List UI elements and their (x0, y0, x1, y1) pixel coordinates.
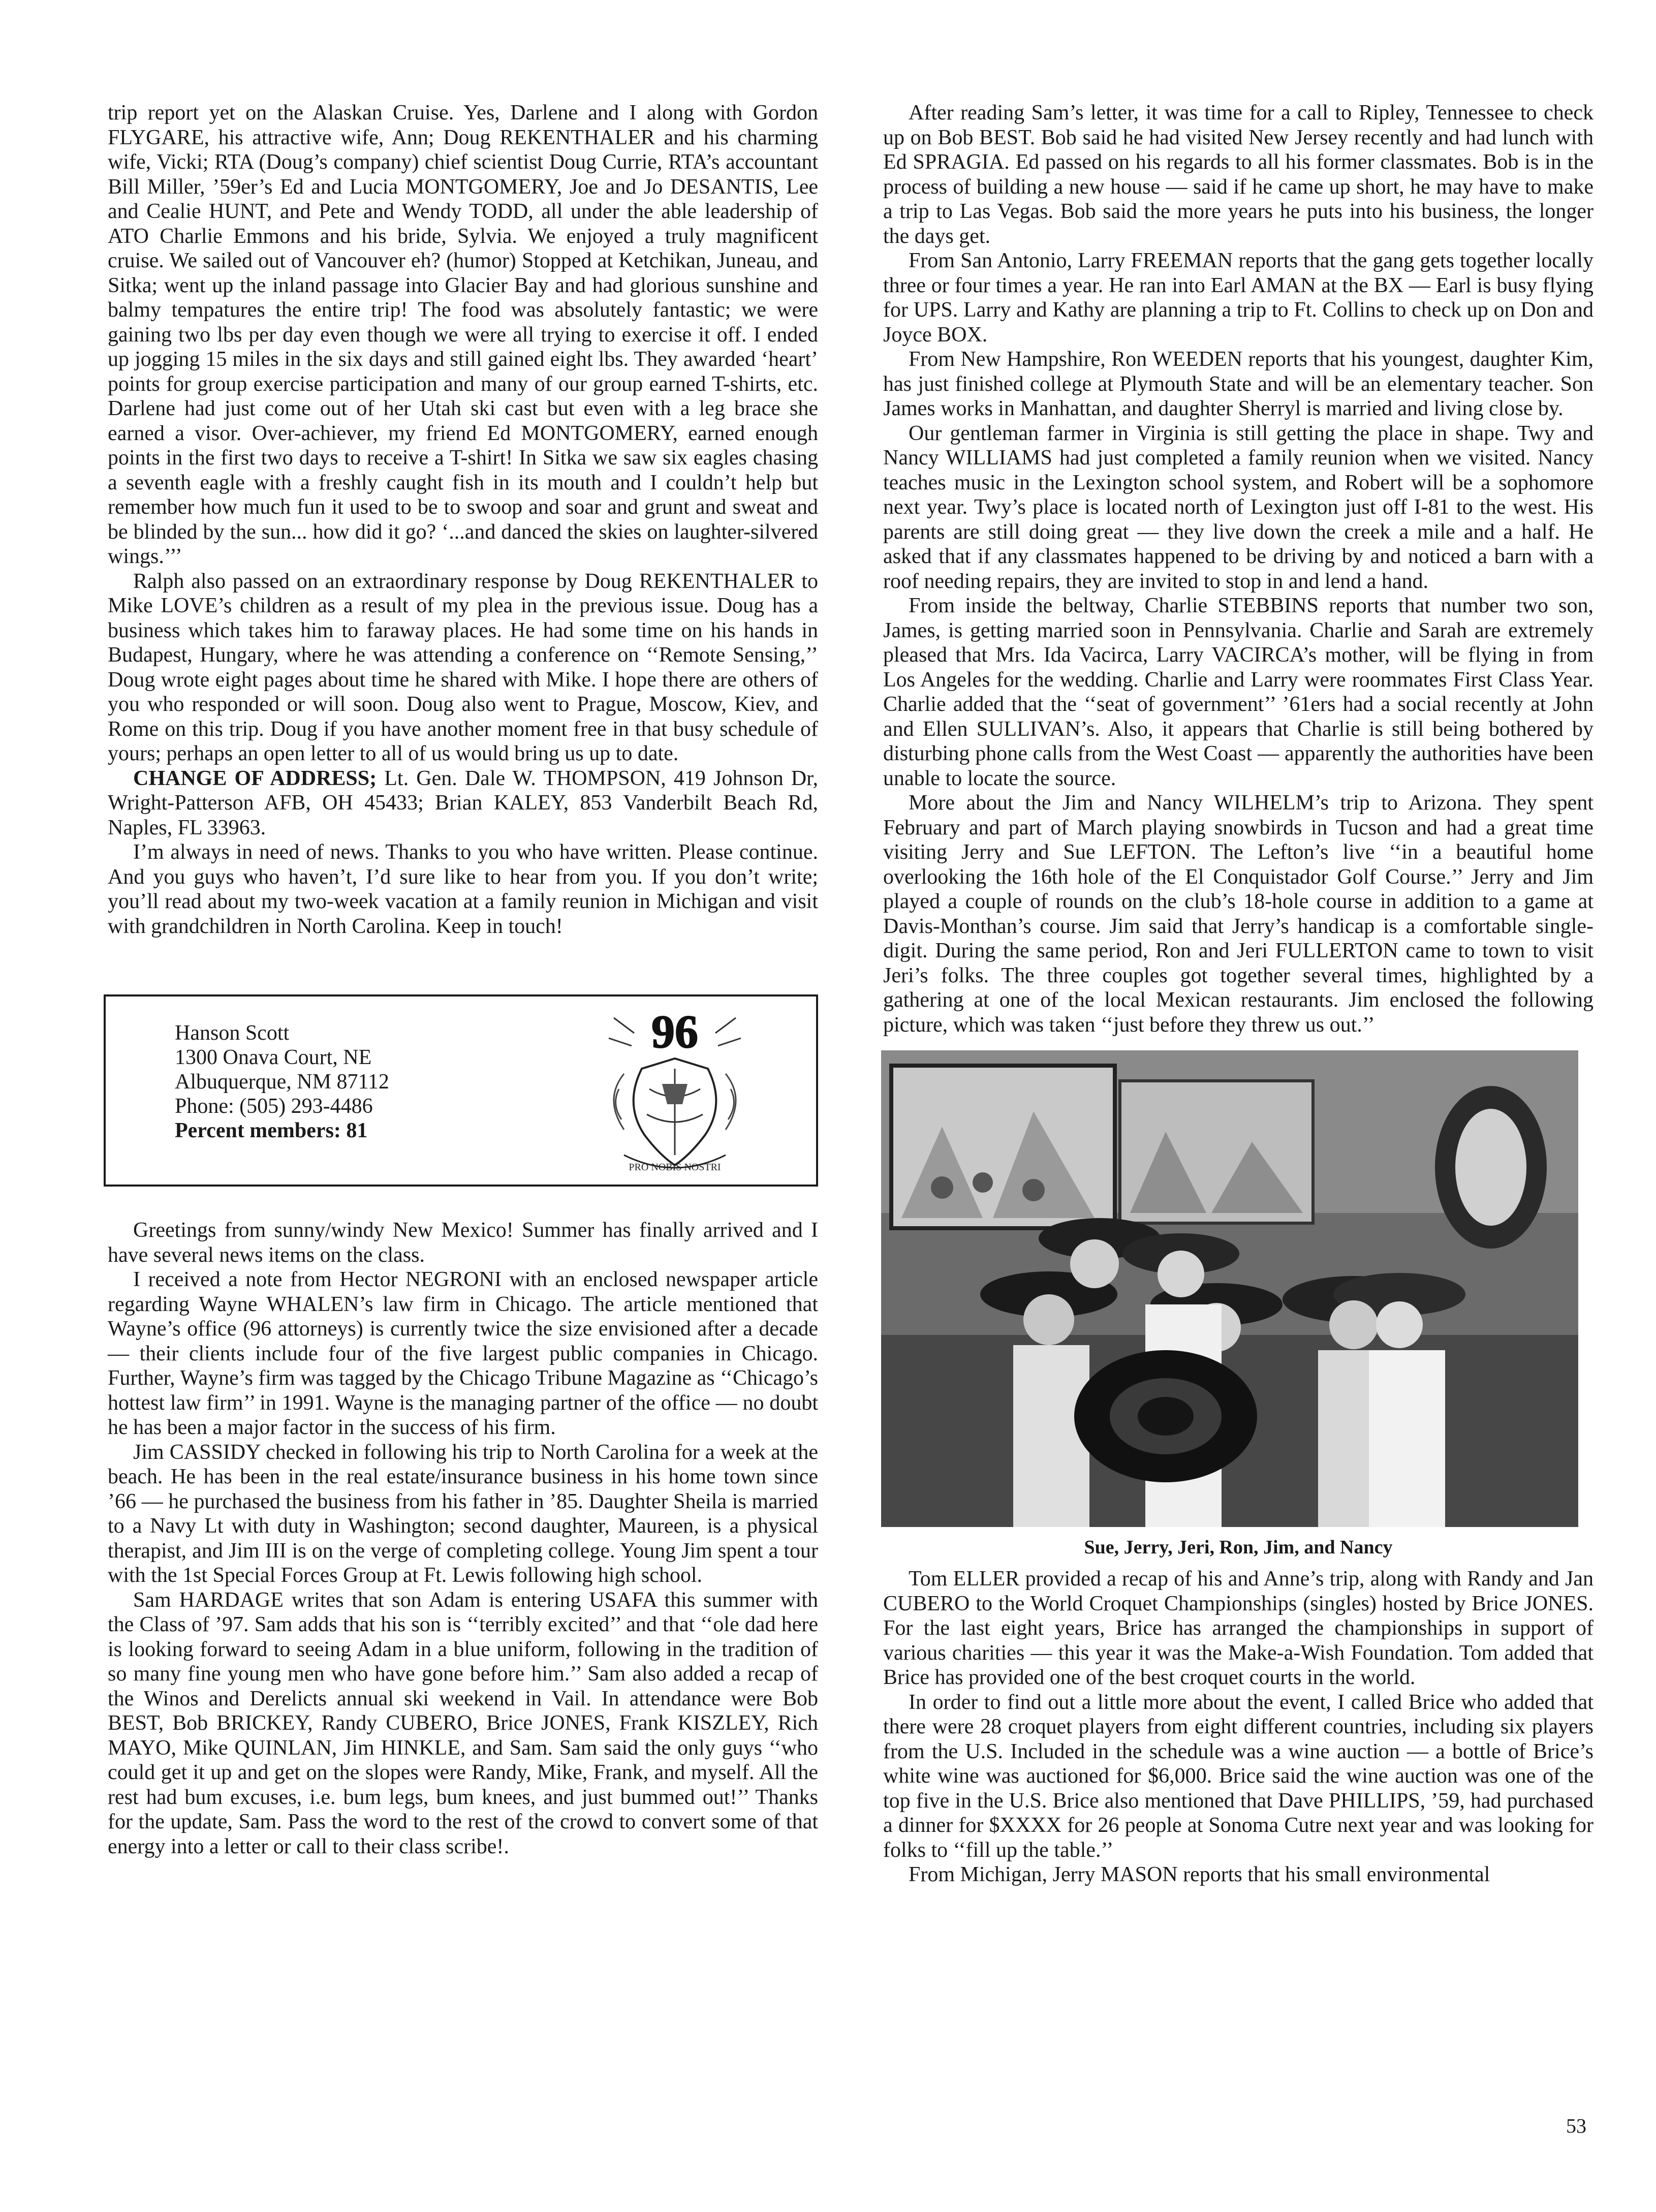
left-column (108, 101, 818, 1859)
class-scribe-box (104, 994, 818, 1187)
article-paragraph: Our gentleman farmer in Virginia is still getting the place in shape. Twy and Nancy WILLIAMS had just completed a family reunion when we visited. Nancy teaches music in the Lexington school system, and Robert will be a sophomore next year. Twy’s place is located north of Lexington just off I-81 to the west. His parents are still doing great — they live down the creek a mile and a half. He asked that if any classmates happened to be driving by and noticed a barn with a roof needing repairs, they are invited to stop in and lend a hand. (883, 421, 1593, 593)
article-paragraph: From New Hampshire, Ron WEEDEN reports that his youngest, daughter Kim, has just finished college at Plymouth State and will be an elementary teacher. Son James works in Manhattan, and daughter Sherryl is married and living close by. (883, 348, 1593, 420)
scribe-street: 1300 Onava Court, NE (175, 1046, 372, 1069)
change-of-address-paragraph (108, 766, 818, 840)
article-paragraph: From San Antonio, Larry FREEMAN reports that the gang gets together locally three or four times a year. He ran into Earl AMAN at the BX — Earl is busy flying for UPS. Larry and Kathy are planning a trip to Ft. Collins to check up on Don and Joyce BOX. (883, 249, 1593, 347)
change-of-address-label: CHANGE OF ADDRESS; (133, 766, 377, 790)
article-paragraph: Ralph also passed on an extraordinary response by Doug REKENTHALER to Mike LOVE’s children as a result of my plea in the previous issue. Doug has a business which takes him to faraway places. He had some time on his hands in Budapest, Hungary, where he was attending a conference on ‘‘Remote Sensing,’’ Doug wrote eight pages about time he shared with Mike. I hope there are others of you who responded or will soon. Doug also went to Prague, Moscow, Kiev, and Rome on this trip. Doug if you have another moment free in that busy schedule of yours; perhaps an open letter to all of us would bring us up to date. (108, 569, 818, 765)
photo-caption: Sue, Jerry, Jeri, Ron, Jim, and Nancy (1084, 1537, 1393, 1558)
article-paragraph: Sam HARDAGE writes that son Adam is entering USAFA this summer with the Class of ’97. Sam adds that his son is ‘‘terribly excited’’ and that ‘‘ole dad here is looking forward to seeing Adam in a blue uniform, following in the tradition of so many fine young men who have gone before him.’’ Sam also added a recap of the Winos and Derelicts annual ski weekend in Vail. In attendance were Bob BEST, Bob BRICKEY, Randy CUBERO, Brice JONES, Frank KISZLEY, Rich MAYO, Mike QUINLAN, Jim HINKLE, and Sam. Sam said the only guys ‘‘who could get it up and get on the slopes were Randy, Mike, Frank, and myself. All the rest had bum excuses, i.e. bum legs, bum knees, and just bummed out!’’ Thanks for the update, Sam. Pass the word to the rest of the crowd to convert some of that energy into a letter or call to their class scribe!. (108, 1588, 818, 1858)
article-paragraph: More about the Jim and Nancy WILHELM’s trip to Arizona. They spent February and part of March playing snowbirds in Tucson and had a great time visiting Jerry and Sue LEFTON. The Lefton’s live ‘‘in a beautiful home overlooking the 16th hole of the El Conquistador Golf Course.’’ Jerry and Jim played a couple of rounds on the club’s 18-hole course in addition to a game at Davis-Monthan’s course. Jim said that Jerry’s handicap is a comfortable single-digit. During the same period, Ron and Jeri FULLERTON came to town to visit Jeri’s folks. The three couples got together several times, highlighted by a gathering at one of the local Mexican restaurants. Jim enclosed the following picture, which was taken ‘‘just before they threw us out.’’ (883, 791, 1593, 1037)
article-paragraph: Greetings from sunny/windy New Mexico! Summer has finally arrived and I have several news items on the class. (108, 1219, 818, 1267)
article-paragraph: Jim CASSIDY checked in following his trip to North Carolina for a week at the beach. He has been in the real estate/insurance business in his home town since ’66 — he purchased the business from his father in ’85. Daughter Sheila is married to a Navy Lt with duty in Washington; second daughter, Maureen, is a physical therapist, and Jim III is on the verge of completing college. Young Jim spent a tour with the 1st Special Forces Group at Ft. Lewis following high school. (108, 1440, 818, 1587)
right-column (883, 101, 1593, 1887)
change-of-address-text: Lt. Gen. Dale W. THOMPSON, 419 Johnson Dr, Wright-Patterson AFB, OH 45433; Brian KALEY, 853 Vanderbilt Beach Rd, Naples, FL 33963. (108, 766, 818, 839)
group-photo (881, 1050, 1578, 1527)
crest-motto: PRO NOBIS NOSTRI (629, 1162, 721, 1173)
class-crest-icon (593, 1003, 756, 1180)
article-paragraph: From Michigan, Jerry MASON reports that his small environmental (909, 1863, 1490, 1886)
scribe-name: Hanson Scott (175, 1021, 290, 1045)
article-paragraph: After reading Sam’s letter, it was time for a call to Ripley, Tennessee to check up on Bob BEST. Bob said he had visited New Jersey recently and had lunch with Ed SPRAGIA. Ed passed on his regards to all his former classmates. Bob is in the process of building a new house — said if he came up short, he may have to make a trip to Las Vegas. Bob said the more years he puts into his business, the longer the days get. (883, 101, 1593, 248)
article-paragraph: I received a note from Hector NEGRONI with an enclosed newspaper article regarding Wayne WHALEN’s law firm in Chicago. The article mentioned that Wayne’s office (96 attorneys) is currently twice the size envisioned after a decade — their clients include four of the five largest public companies in Chicago. Further, Wayne’s firm was tagged by the Chicago Tribune Magazine as ‘‘Chicago’s hottest law firm’’ in 1991. Wayne is the managing partner of the office — no doubt he has been a major factor in the success of his firm. (108, 1268, 818, 1439)
article-paragraph: In order to find out a little more about the event, I called Brice who added that there were 28 croquet players from eight different countries, including six players from the U.S. Included in the schedule was a wine auction — a bottle of Brice’s white wine was auctioned for $6,000. Brice said the wine auction was one of the top five in the U.S. Brice also mentioned that Dave PHILLIPS, ’59, had purchased a dinner for $XXXX for 26 people at Sonoma Cutre next year and was looking for folks to ‘‘fill up the table.’’ (883, 1690, 1593, 1862)
article-paragraph: Tom ELLER provided a recap of his and Anne’s trip, along with Randy and Jan CUBERO to the World Croquet Championships (singles) hosted by Brice JONES. For the last eight years, Brice has arranged the championships in support of various charities — this year it was the Make-a-Wish Foundation. Tom added that Brice has provided one of the best croquet courts in the world. (883, 1567, 1593, 1689)
scribe-contact (175, 1021, 389, 1143)
article-paragraph: trip report yet on the Alaskan Cruise. Yes, Darlene and I along with Gordon FLYGARE, his attractive wife, Ann; Doug REKENTHALER and his charming wife, Vicki; RTA (Doug’s company) chief scientist Doug Currie, RTA’s accountant Bill Miller, ’59er’s Ed and Lucia MONTGOMERY, Joe and Jo DESANTIS, Lee and Cealie HUNT, and Pete and Wendy TODD, all under the able leadership of ATO Charlie Emmons and his bride, Sylvia. We enjoyed a truly magnificent cruise. We sailed out of Vancouver eh? (humor) Stopped at Ketchikan, Juneau, and Sitka; went up the inland passage into Glacier Bay and had glorious sunshine and balmy tempatures the entire trip! The food was absolutely fantastic; we were gaining two lbs per day even though we were all trying to exercise it off. I ended up jogging 15 miles in the six days and still gained eight lbs. They awarded ‘heart’ points for group exercise participation and many of our group earned T-shirts, etc. Darlene had just come out of her Utah ski cast but even with a leg brace she earned a visor. Over-achiever, my friend Ed MONTGOMERY, earned enough points in the first two days to receive a T-shirt! In Sitka we saw six eagles chasing a seventh eagle with a freshly caught fish in its mouth and I couldn’t help but remember how much fun it used to be to swoop and soar and grunt and sweat and be blinded by the sun... how did it go? ‘...and danced the skies on laughter-silvered wings.’’’ (108, 101, 818, 568)
article-paragraph: I’m always in need of news. Thanks to you who have written. Please continue. And you guys who haven’t, I’d sure like to hear from you. If you don’t write; you’ll read about my two-week vacation at a family reunion in Michigan and visit with grandchildren in North Carolina. Keep in touch! (108, 840, 818, 938)
article-paragraph: From inside the beltway, Charlie STEBBINS reports that number two son, James, is getting married soon in Pennsylvania. Charlie and Sarah are extremely pleased that Mrs. Ida Vacirca, Larry VACIRCA’s mother, will be flying in from Los Angeles for the wedding. Charlie and Larry were roommates First Class Year. Charlie added that the ‘‘seat of government’’ ’61ers had a social recently at John and Ellen SULLIVAN’s. Also, it appears that Charlie is still being bothered by disturbing phone calls from the West Coast — apparently the authorities have been unable to locate the source. (883, 594, 1593, 790)
percent-members: Percent members: 81 (175, 1119, 368, 1142)
crest-number: 96 (651, 1006, 698, 1057)
scribe-city: Albuquerque, NM 87112 (175, 1070, 389, 1094)
group-photo-image (881, 1050, 1578, 1527)
scribe-phone: Phone: (505) 293-4486 (175, 1095, 373, 1118)
page-number: 53 (1566, 2114, 1586, 2137)
